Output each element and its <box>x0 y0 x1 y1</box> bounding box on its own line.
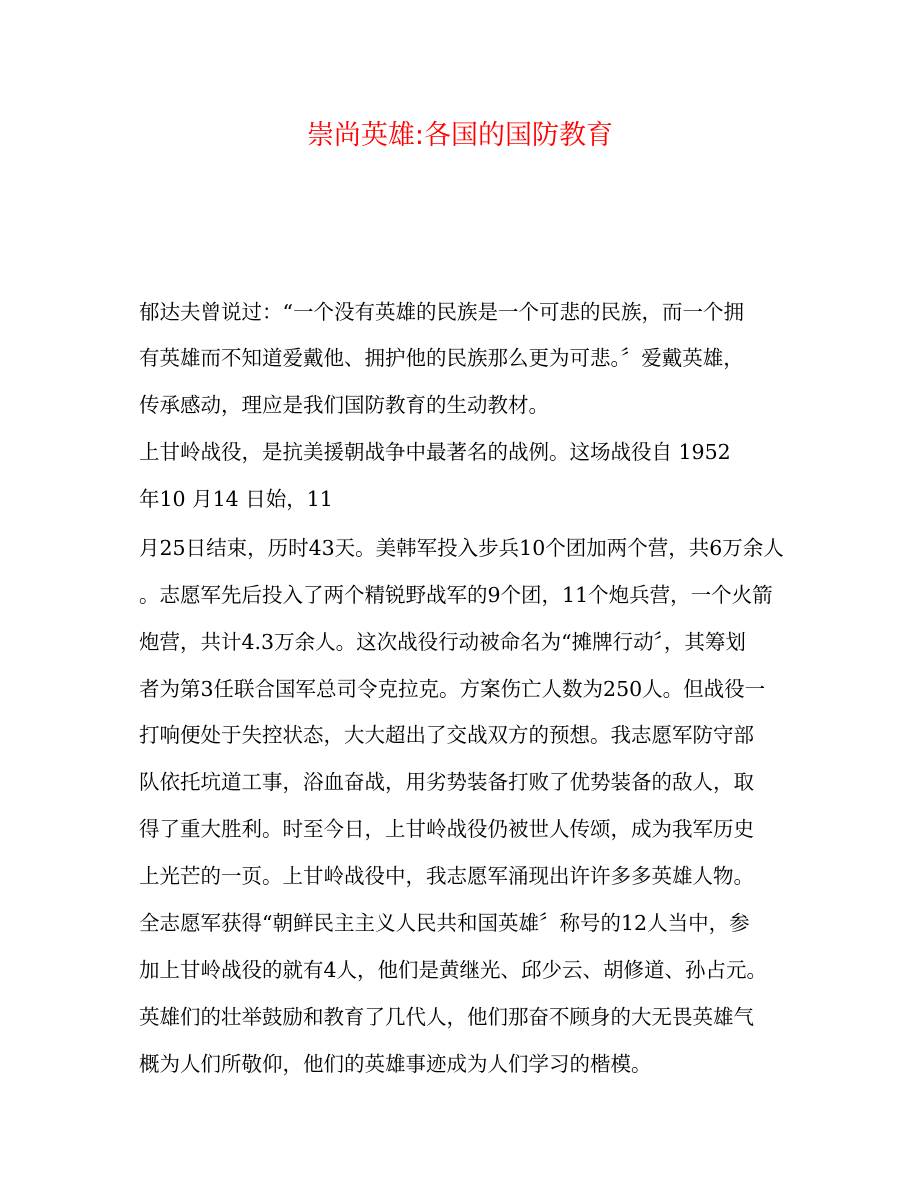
body-line: 郁达夫曾说过：“一个没有英雄的民族是一个可悲的民族，而一个拥 <box>139 300 744 324</box>
body-line: 传承感动，理应是我们国防教育的生动教材。 <box>139 393 549 417</box>
body-line: 英雄们的壮举鼓励和教育了几代人，他们那奋不顾身的大无畏英雄气 <box>139 1005 754 1029</box>
body-line: 炮营，共计4.3万余人。这次战役行动被命名为“摊牌行动〞，其筹划 <box>139 630 746 654</box>
body-line: 得了重大胜利。时至今日，上甘岭战役仍被世人传颂，成为我军历史 <box>139 817 754 841</box>
body-line: 打响便处于失控状态，大大超出了交战双方的预想。我志愿军防守部 <box>139 723 754 747</box>
body-line: 月25日结束，历时43天。美韩军投入步兵10个团加两个营，共6万余人 <box>139 536 784 560</box>
body-line: 队依托坑道工事，浴血奋战，用劣势装备打败了优势装备的敌人，取 <box>139 770 754 794</box>
body-line: 上甘岭战役，是抗美援朝战争中最著名的战例。这场战役自 1952 <box>139 440 731 464</box>
body-line: 。志愿军先后投入了两个精锐野战军的9个团，11个炮兵营，一个火箭 <box>139 583 773 607</box>
body-line: 有英雄而不知道爱戴他、拥护他的民族那么更为可悲。〞爱戴英雄， <box>139 346 744 370</box>
body-line: 年10 月14 日始，11 <box>139 487 333 511</box>
body-line: 加上甘岭战役的就有4人，他们是黄继光、邱少云、胡修道、孙占元。 <box>139 958 768 982</box>
body-line: 上光芒的一页。上甘岭战役中，我志愿军涌现出许许多多英雄人物。 <box>139 864 754 888</box>
body-line: 者为第3任联合国军总司令克拉克。方案伤亡人数为250人。但战役一 <box>139 677 766 701</box>
body-line: 概为人们所敬仰，他们的英雄事迹成为人们学习的楷模。 <box>139 1052 652 1076</box>
document-title: 崇尚英雄:各国的国防教育 <box>306 120 614 151</box>
body-line: 全志愿军获得“朝鲜民主主义人民共和国英雄〞称号的12人当中，参 <box>139 911 750 935</box>
